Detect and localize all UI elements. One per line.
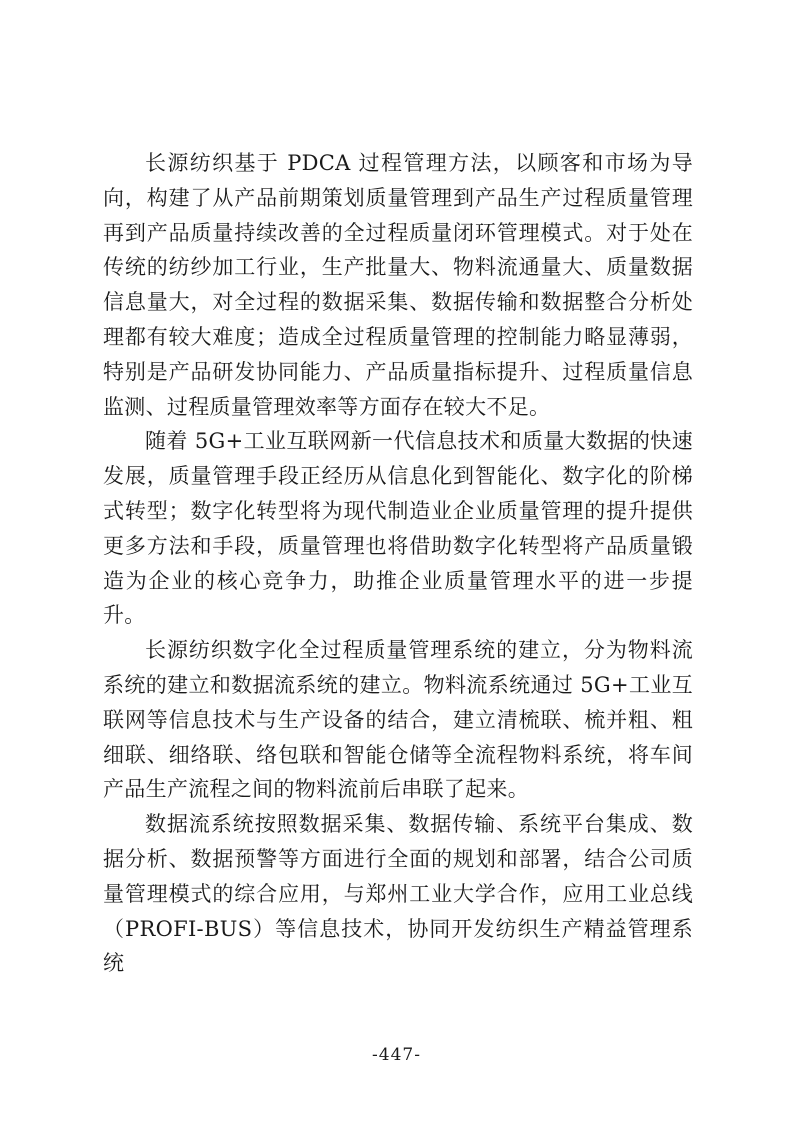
paragraph-1: 长源纺织基于 PDCA 过程管理方法，以顾客和市场为导向，构建了从产品前期策划质量管理到产品生产过程质量管理再到产品质量持续改善的全过程质量闭环管理模式。对于处在传统的纺纱加工行业，生产批量大、物料流通量大、质量数据信息量大，对全过程的数据采集、数据传输和数据整合分析处理都有较大难度；造成全过程质量管理的控制能力略显薄弱，特别是产品研发协同能力、产品质量指标提升、过程质量信息监测、过程质量管理效率等方面存在较大不足。 (103, 151, 693, 419)
paragraph-4: 数据流系统按照数据采集、数据传输、系统平台集成、数据分析、数据预警等方面进行全面的规划和部署，结合公司质量管理模式的综合应用，与郑州工业大学合作，应用工业总线（PROFI-BUS）等信息技术，协同开发纺织生产精益管理系统 (103, 812, 693, 976)
paragraph-3: 长源纺织数字化全过程质量管理系统的建立，分为物料流系统的建立和数据流系统的建立。物料流系统通过 5G+工业互联网等信息技术与生产设备的结合，建立清梳联、梳并粗、粗细联、细络联、络包联和智能仓储等全流程物料系统，将车间产品生产流程之间的物料流前后串联了起来。 (103, 638, 693, 802)
body-text (103, 146, 693, 981)
page-number: -447- (372, 1045, 421, 1065)
paragraph-2: 随着 5G+工业互联网新一代信息技术和质量大数据的快速发展，质量管理手段正经历从信息化到智能化、数字化的阶梯式转型；数字化转型将为现代制造业企业质量管理的提升提供更多方法和手段，质量管理也将借助数字化转型将产品质量锻造为企业的核心竞争力，助推企业质量管理水平的进一步提升。 (103, 429, 693, 628)
